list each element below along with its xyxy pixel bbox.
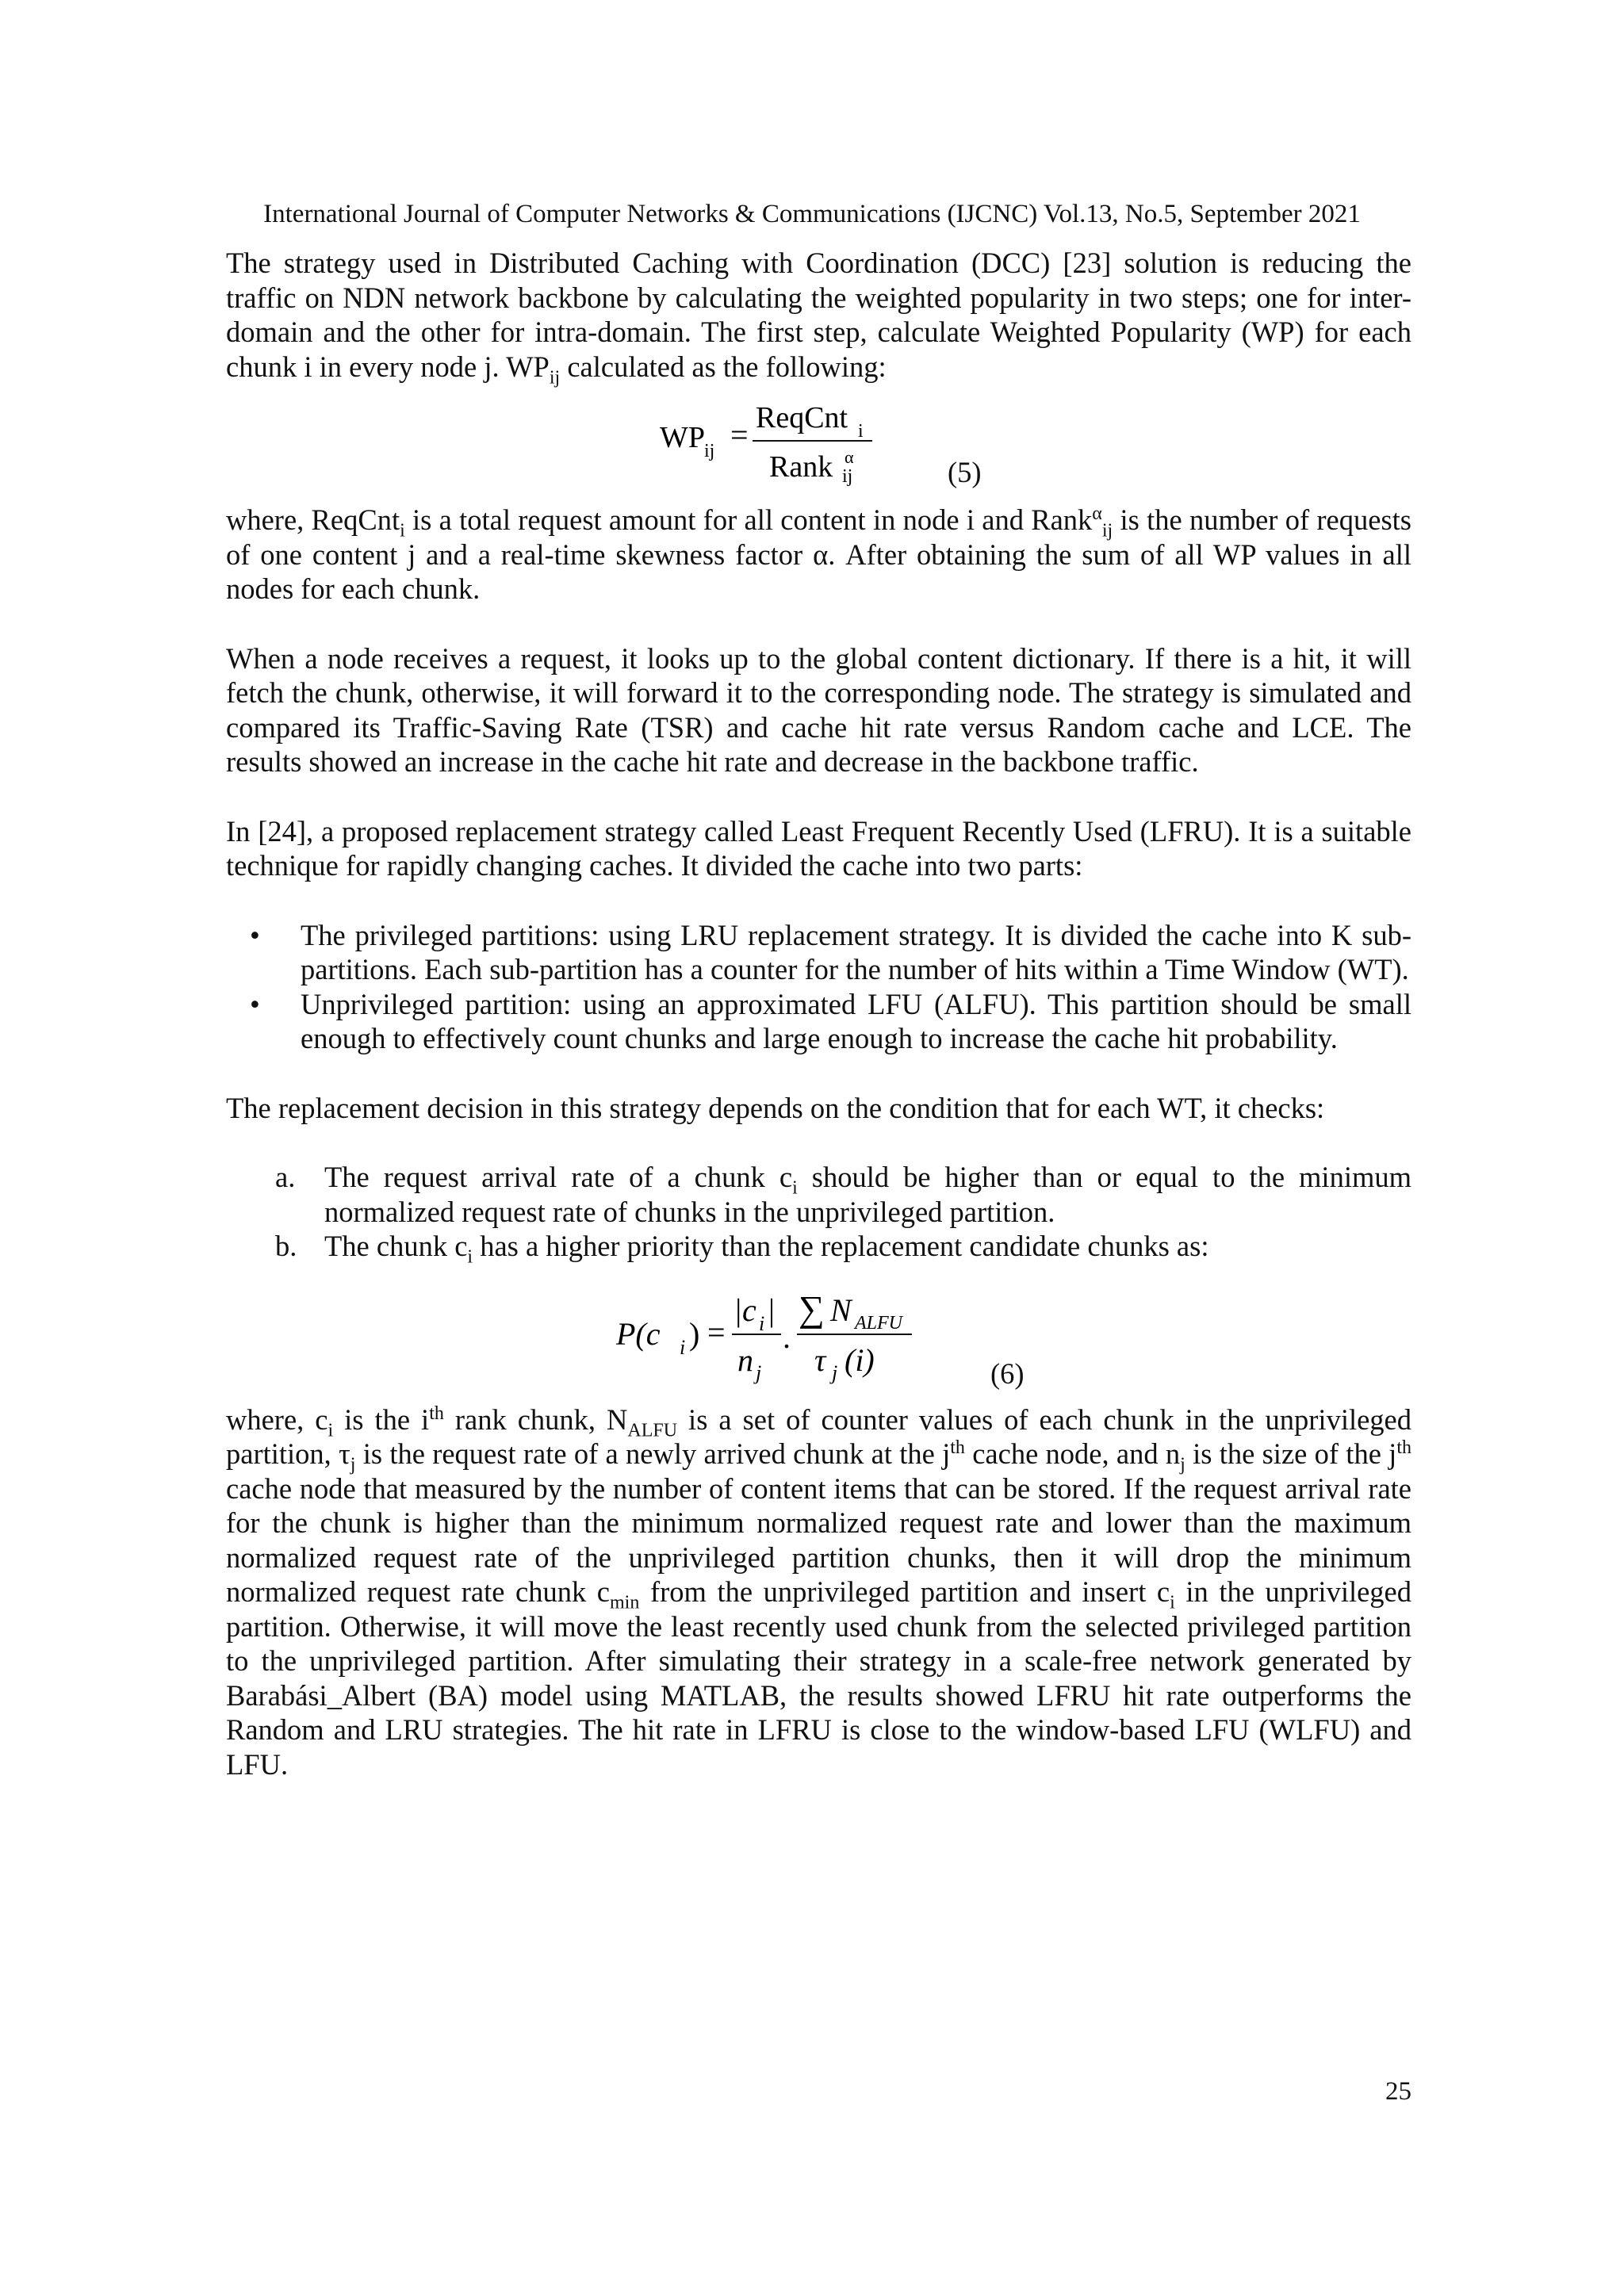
equation-6 — [226, 1264, 1411, 1402]
text-run: is the request rate of a newly arrived chunk at the j — [355, 1437, 951, 1470]
eq6-den1: n — [737, 1341, 753, 1378]
paragraph-wp-definition — [226, 503, 1411, 607]
text-run: rank chunk, N — [443, 1402, 628, 1436]
eq5-lhs-sub: ij — [704, 441, 715, 461]
subscript: i — [792, 1177, 798, 1199]
eq6-dot: . — [783, 1318, 791, 1355]
equation-5-number: (5) — [948, 456, 982, 488]
subscript: i — [400, 520, 405, 541]
text-run: is a set of counter values of each chunk in the unprivileged partition, τ — [226, 1402, 1412, 1470]
eq5-denominator-sub: ij — [842, 466, 853, 487]
eq5-denominator: Rank — [769, 450, 833, 484]
equation-5 — [226, 384, 1411, 503]
superscript: th — [1396, 1437, 1411, 1458]
subscript: ij — [549, 366, 561, 388]
paragraph-lfru-details — [226, 1402, 1411, 1782]
superscript: th — [429, 1402, 444, 1424]
text-run: cache node that measured by the number of content items that can be stored. If the request arrival rate for the chunk is higher than the minimum normalized request rate and lower than the maximum normalized request rate of the unprivileged partition chunks, then it will drop the minimum normalized request rate chunk c — [226, 1471, 1411, 1608]
text-run: from the unprivileged partition and insert c — [639, 1575, 1170, 1608]
paragraph-replacement-decision: The replacement decision in this strategy depends on the condition that for each WT, it checks: — [226, 1091, 1325, 1124]
text-run: is the number of requests of one content j and a real-time skewness factor — [226, 503, 1411, 571]
superscript: α — [1092, 503, 1102, 524]
equation-6-number: (6) — [990, 1357, 1025, 1390]
eq6-num1-sub: i — [759, 1311, 765, 1335]
text-run: The strategy used in Distributed Caching with Coordination (DCC) [23] solution is reducing the traffic on NDN network backbone by calculating the weighted popularity in two steps; one for inter-domain and the other for intra-domain. The first step, calculate Weighted Popularity (WP) for each chunk i in every node j. WP — [226, 247, 1411, 383]
subscript: i — [467, 1246, 473, 1268]
subscript: i — [327, 1419, 334, 1441]
text-run: calculated as the following: — [560, 350, 887, 383]
list-item — [226, 918, 1411, 987]
text-run: has a higher priority than the replacement candidate chunks as: — [473, 1230, 1209, 1262]
eq6-lhs-sub: i — [680, 1335, 686, 1359]
text-run: cache node, and n — [964, 1437, 1181, 1470]
bullet-marker: • — [250, 918, 260, 951]
eq6-den2-sub: j — [832, 1360, 838, 1384]
text-run: is the size of the j — [1185, 1437, 1397, 1470]
text-run: . After obtaining the sum of all WP values in all nodes for each chunk. — [226, 538, 1412, 605]
equation-5-graphic — [226, 384, 1411, 503]
eq6-lhs-close: ) — [689, 1315, 700, 1352]
text-run: in the unprivileged partition. Otherwise, it will move the least recently used chunk from the selected privileged partition to the unprivileged partition. After simulating their strategy in a scale-free network generated by Barabási_Albert (BA) model using MATLAB, the results showed LFRU hit rate outperforms the Random and LRU strategies. The hit rate in LFRU is close to the window-based LFU (WLFU) and LFU. — [226, 1575, 1412, 1781]
text-run: where, ReqCnt — [226, 503, 400, 536]
eq6-equals: = — [707, 1314, 726, 1350]
superscript: th — [950, 1437, 965, 1458]
text-run: The request arrival rate of a chunk c — [324, 1161, 793, 1193]
list-item — [226, 1160, 1411, 1229]
paragraph-lfru-intro: In [24], a proposed replacement strategy called Least Frequent Recently Used (LFRU). It is a suitable technique for rapidly changing caches. It divided the cache into two parts: — [226, 814, 1411, 882]
subscript: i — [1170, 1592, 1175, 1613]
eq6-num2: N — [830, 1292, 852, 1328]
subscript: j — [350, 1454, 356, 1475]
list-marker: a. — [275, 1161, 296, 1193]
bullet-marker: • — [250, 987, 260, 1020]
equation-6-graphic — [226, 1264, 1411, 1402]
list-marker: b. — [275, 1230, 297, 1262]
eq6-den1-sub: j — [756, 1360, 762, 1384]
paragraph-node-request: When a node receives a request, it looks up to the global content dictionary. If there is a hit, it will fetch the chunk, otherwise, it will forward it to the corresponding node. The strategy is simulated and compared its Traffic-Saving Rate (TSR) and cache hit rate versus Random cache and LCE. The results showed an increase in the cache hit rate and decrease in the backbone traffic. — [226, 641, 1411, 778]
running-header: International Journal of Computer Networks & Communications (IJCNC) Vol.13, No.5, September 2021 — [263, 200, 1361, 228]
text-run: is the i — [333, 1402, 430, 1436]
subscript: j — [1180, 1454, 1185, 1475]
eq5-numerator-sub: i — [858, 421, 864, 442]
subscript: ALFU — [627, 1419, 678, 1441]
eq5-lhs: WP — [660, 421, 705, 454]
eq6-num1: |c — [733, 1292, 756, 1328]
list-item-text: Unprivileged partition: using an approximated LFU (ALFU). This partition should be small enough to effectively count chunks and large enough to increase the cache hit probability. — [301, 987, 1411, 1054]
eq6-num1-close: | — [768, 1292, 776, 1328]
text-run: is a total request amount for all content in node i and Rank — [404, 503, 1093, 536]
alpha-symbol: α — [813, 538, 829, 571]
eq5-denominator-sup: α — [845, 447, 854, 467]
subscript: ij — [1101, 520, 1113, 541]
eq6-lhs: P(c — [616, 1315, 661, 1352]
text-run: The chunk c — [324, 1230, 468, 1262]
list-item — [226, 987, 1411, 1056]
eq6-num2-sub: ALFU — [855, 1312, 902, 1334]
list-item — [226, 1229, 1411, 1268]
page-number: 25 — [1385, 2077, 1411, 2106]
text-run: where, c — [226, 1402, 328, 1436]
eq6-sum: ∑ — [799, 1288, 825, 1329]
condition-list — [226, 1160, 1411, 1268]
paragraph-dcc — [226, 246, 1411, 388]
eq5-numerator: ReqCnt — [756, 401, 848, 434]
eq6-den2-arg: (i) — [845, 1341, 875, 1378]
page-body — [226, 246, 1411, 1781]
text-run: should be higher than or equal to the minimum normalized request rate of chunks in the unprivileged partition. — [324, 1161, 1411, 1228]
eq6-den2: τ — [814, 1341, 826, 1378]
eq5-equals: = — [730, 417, 749, 453]
subscript: min — [610, 1592, 640, 1613]
list-item-text: The privileged partitions: using LRU replacement strategy. It is divided the cache into K sub-partitions. Each sub-partition has a counter for the number of hits within a Time Window (WT). — [301, 918, 1411, 985]
partition-list — [226, 918, 1411, 1056]
